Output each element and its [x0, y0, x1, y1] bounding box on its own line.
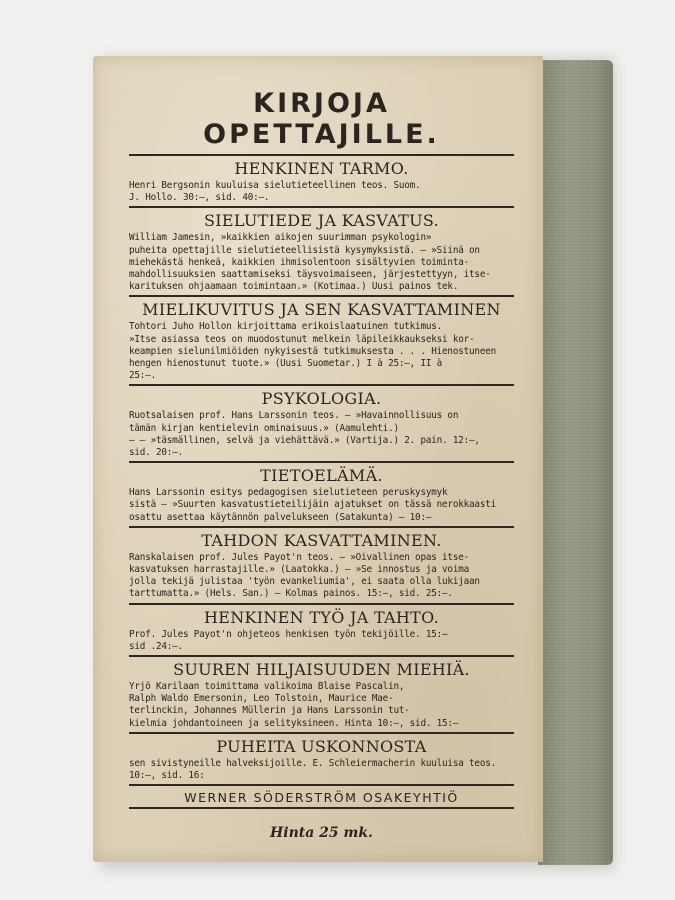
- body-line: 10:—, sid. 16:: [129, 770, 205, 782]
- divider: [129, 732, 514, 734]
- ad-header: KIRJOJA OPETTAJILLE.: [203, 88, 440, 150]
- divider: [129, 807, 514, 809]
- section-body: [129, 681, 514, 730]
- body-line: »Itse asiassa teos on muodostunut melkein läpileikkaukseksi kor-: [129, 333, 475, 345]
- section-title: MIELIKUVITUS JA SEN KASVATTAMINEN: [142, 300, 501, 320]
- cloth-spine: [538, 60, 613, 865]
- body-line: karituksen ohjaamaan toimintaan.» (Kotimaa.) Uusi painos tek.: [129, 281, 459, 293]
- section-title: HENKINEN TYÖ JA TAHTO.: [203, 607, 439, 627]
- section-body: [129, 758, 514, 782]
- body-line: Hans Larssonin esitys pedagogisen sielutieteen peruskysymyk: [129, 487, 448, 499]
- body-line: Yrjö Karilaan toimittama valikoima Blaise Pascalin,: [129, 681, 405, 693]
- body-line: Henri Bergsonin kuuluisa sielutieteellinen teos. Suom.: [129, 180, 421, 191]
- divider: [129, 295, 514, 297]
- body-line: mahdollisuuksien saattamiseksi täysvoimaiseen, järjestettyyn, itse-: [129, 269, 491, 281]
- section-title: PSYKOLOGIA.: [261, 389, 382, 409]
- body-line: sen sivistyneille halveksijoille. E. Schleiermacherin kuuluisa teos.: [129, 757, 497, 769]
- body-line: tämän kirjan kentielevin ominaisuus.» (Aamulehti.): [129, 422, 399, 434]
- body-line: Tohtori Juho Hollon kirjoittama erikoislaatuinen tutkimus.: [129, 321, 443, 333]
- divider: [129, 154, 514, 156]
- body-line: 25:—.: [129, 370, 156, 382]
- section-body: [129, 629, 514, 653]
- body-line: Ranskalaisen prof. Jules Payot'n teos. — »Oivallinen opas itse-: [129, 551, 470, 563]
- section-body: [129, 410, 514, 459]
- price-label: Hinta 25 mk.: [270, 825, 373, 842]
- advertisement: [129, 78, 514, 841]
- section-title: TIETOELÄMÄ.: [260, 466, 383, 486]
- body-line: Ralph Waldo Emersonin, Leo Tolstoin, Maurice Mae-: [129, 693, 394, 705]
- body-line: sid .24:—.: [129, 640, 183, 652]
- body-line: terlinckin, Johannes Müllerin ja Hans Larssonin tut-: [129, 705, 410, 717]
- body-line: tarttumatta.» (Hels. San.) — Kolmas painos. 15:—, sid. 25:—.: [129, 588, 453, 600]
- body-line: J. Hollo. 30:—, sid. 40:—.: [129, 192, 270, 204]
- section-body: [129, 552, 514, 601]
- body-line: William Jamesin, »kaikkien aikojen suurimman psykologin»: [129, 232, 432, 244]
- body-line: Ruotsalaisen prof. Hans Larssonin teos. — »Havainnollisuus on: [129, 410, 459, 422]
- divider: [129, 784, 514, 786]
- body-line: miehekästä henkeä, kaikkien ihmisolentoon sisältyvien toiminta-: [129, 256, 470, 268]
- body-line: keampien sielunilmiöiden nykyisestä tutkimuksesta . . . Hienostuneen: [129, 345, 497, 357]
- section-body: [129, 487, 514, 524]
- body-line: puheita opettajille sielutieteellisistä kysymyksistä. — »Siinä on: [129, 244, 480, 256]
- body-line: sid. 20:—.: [129, 447, 183, 459]
- body-line: jolla tekijä julistaa 'työn evankeliumia', ei saata olla lukijaan: [129, 576, 480, 588]
- section-title: TAHDON KASVATTAMINEN.: [201, 530, 442, 550]
- section-title: HENKINEN TARMO.: [234, 159, 409, 178]
- body-line: Prof. Jules Payot'n ohjeteos henkisen työn tekijöille. 15:—: [129, 628, 448, 640]
- section-title: PUHEITA USKONNOSTA: [216, 736, 427, 756]
- divider: [129, 603, 514, 605]
- section-body: [129, 321, 514, 382]
- section-title: SIELUTIEDE JA KASVATUS.: [203, 211, 440, 231]
- body-line: kielmia johdantoineen ja selityksineen. Hinta 10:—, sid. 15:—: [129, 717, 459, 729]
- body-line: hengen hienostunut tuote.» (Uusi Suometar.) I à 25:—, II à: [129, 358, 443, 370]
- body-line: — — »täsmällinen, selvä ja viehättävä.» (Vartija.) 2. pain. 12:—,: [129, 434, 480, 446]
- divider: [129, 526, 514, 528]
- section-body: [129, 232, 514, 293]
- section-title: SUUREN HILJAISUUDEN MIEHIÄ.: [173, 660, 470, 680]
- section-body: [129, 180, 514, 204]
- body-line: osattu asettaa käytännön palvelukseen (Satakunta) — 10:—: [129, 511, 432, 523]
- divider: [129, 655, 514, 657]
- publisher-name: WERNER SÖDERSTRÖM OSAKEYHTIÖ: [184, 790, 459, 806]
- divider: [129, 384, 514, 386]
- divider: [129, 206, 514, 208]
- body-line: sistä — »Suurten kasvatustieteilijäin ajatukset on tässä nerokkaasti: [129, 499, 497, 511]
- body-line: kasvatuksen harrastajille.» (Laatokka.) — »Se innostus ja voima: [129, 564, 470, 576]
- ad-sections: [129, 159, 514, 786]
- divider: [129, 461, 514, 463]
